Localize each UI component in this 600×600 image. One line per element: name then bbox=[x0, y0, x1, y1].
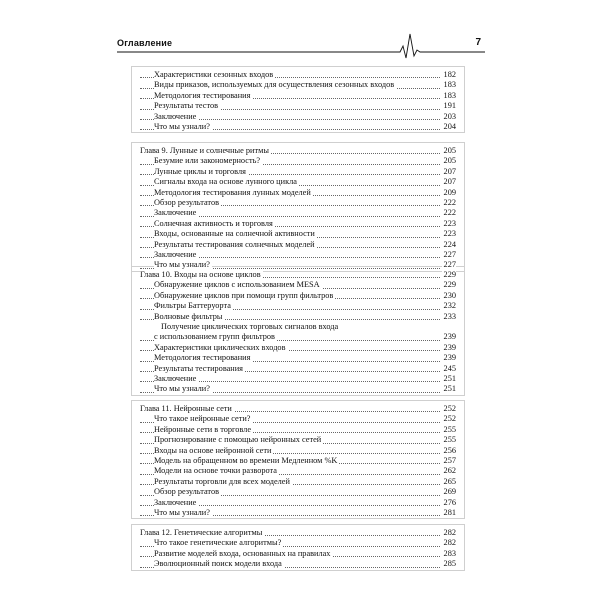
toc-entry-row[interactable] bbox=[140, 425, 456, 435]
toc-entry-row[interactable] bbox=[140, 122, 456, 132]
toc-entry-title: Характеристики сезонных входов bbox=[154, 70, 274, 79]
toc-entry-row[interactable] bbox=[140, 343, 456, 353]
toc-entry-page: 276 bbox=[443, 497, 456, 507]
toc-entry-page: 255 bbox=[443, 435, 456, 445]
toc-entry-row[interactable] bbox=[140, 446, 456, 456]
toc-entry-row[interactable] bbox=[140, 91, 456, 101]
toc-entry-title: Заключение bbox=[154, 208, 197, 218]
toc-entry-page: 205 bbox=[443, 156, 456, 166]
toc-entry-title: Глава 10. Входы на основе циклов bbox=[140, 270, 261, 279]
toc-entry-title: Результаты тестов bbox=[154, 101, 219, 111]
toc-entry-title: Результаты торговли для всех моделей bbox=[154, 476, 290, 486]
toc-entry-row[interactable] bbox=[140, 332, 456, 342]
toc-entry-title: Методология тестирования bbox=[154, 353, 251, 363]
toc-entry-title: Волновые фильтры bbox=[154, 311, 223, 321]
toc-entry-title: Методология тестирования лунных моделей bbox=[154, 187, 311, 197]
toc-entry-page: 282 bbox=[443, 538, 456, 548]
toc-entry-page: 229 bbox=[443, 270, 456, 279]
toc-chapter-row[interactable] bbox=[140, 528, 456, 538]
toc-entry-title: Заключение bbox=[154, 249, 197, 259]
toc-entry-row[interactable] bbox=[140, 219, 456, 229]
toc-entry-row[interactable] bbox=[140, 312, 456, 322]
toc-entry-title: Глава 12. Генетические алгоритмы bbox=[140, 528, 263, 537]
toc-entry-title: Заключение bbox=[154, 111, 197, 121]
toc-entry-title: Фильтры Баттеруорта bbox=[154, 301, 231, 311]
toc-entry-page: 183 bbox=[443, 80, 456, 90]
toc-entry-row[interactable] bbox=[140, 208, 456, 218]
toc-entry-page: 222 bbox=[443, 208, 456, 218]
book-page bbox=[113, 30, 485, 590]
toc-entry-row[interactable] bbox=[140, 477, 456, 487]
toc-section bbox=[131, 524, 465, 571]
running-title: Оглавление bbox=[117, 38, 173, 48]
toc-entry-title: Заключение bbox=[154, 373, 197, 383]
toc-chapter-row[interactable] bbox=[140, 404, 456, 414]
toc-chapter-row[interactable] bbox=[140, 270, 456, 280]
toc-entry-page: 222 bbox=[443, 197, 456, 207]
toc-entry-page: 203 bbox=[443, 111, 456, 121]
toc-entry-row[interactable] bbox=[140, 112, 456, 122]
toc-entry-row[interactable] bbox=[140, 538, 456, 548]
toc-entry-title: Нейронные сети в торговле bbox=[154, 424, 252, 434]
toc-entry-title: Развитие моделей входа, основанных на правилах bbox=[154, 548, 331, 558]
toc-entry-title: Входы, основанные на солнечной активности bbox=[154, 229, 315, 239]
toc-entry-page: 223 bbox=[443, 229, 456, 239]
toc-entry-title: Прогнозирование с помощью нейронных сетей bbox=[154, 435, 322, 445]
toc-entry-title: Обнаружение циклов с использованием MESA bbox=[154, 280, 320, 290]
toc-entry-row[interactable] bbox=[140, 101, 456, 111]
toc-entry-title: Виды приказов, используемых для осуществления сезонных входов bbox=[154, 80, 395, 90]
toc-entry-page: 205 bbox=[443, 146, 456, 155]
toc-entry-row[interactable] bbox=[140, 250, 456, 260]
toc-entry-title: Методология тестирования bbox=[154, 90, 251, 100]
toc-entry-page: 191 bbox=[443, 101, 456, 111]
toc-entry-row[interactable] bbox=[140, 70, 456, 80]
toc-entry-page: 239 bbox=[443, 332, 456, 342]
toc-entry-row[interactable] bbox=[140, 374, 456, 384]
toc-entry-page: 262 bbox=[443, 466, 456, 476]
toc-entry-title: Что мы узнали? bbox=[154, 260, 210, 270]
toc-entry-row[interactable] bbox=[140, 198, 456, 208]
toc-entry-title: Получение циклических торговых сигналов входа bbox=[161, 321, 339, 331]
toc-entry-page: 265 bbox=[443, 476, 456, 486]
toc-entry-page: 285 bbox=[443, 559, 456, 569]
toc-entry-title: Обзор результатов bbox=[154, 487, 220, 497]
toc-entry-row[interactable] bbox=[140, 498, 456, 508]
toc-entry-page: 255 bbox=[443, 424, 456, 434]
toc-entry-page: 252 bbox=[443, 404, 456, 413]
toc-entry-row[interactable] bbox=[140, 188, 456, 198]
toc-entry-page: 230 bbox=[443, 290, 456, 300]
toc-entry-row[interactable] bbox=[140, 456, 456, 466]
toc-entry-row[interactable] bbox=[140, 177, 456, 187]
toc-entry-page: 227 bbox=[443, 249, 456, 259]
toc-entry-title: Глава 9. Лунные и солнечные ритмы bbox=[140, 146, 269, 155]
toc-entry-page: 252 bbox=[443, 414, 456, 424]
toc-entry-row[interactable] bbox=[140, 414, 456, 424]
toc-entry-page: 183 bbox=[443, 90, 456, 100]
toc-entry-page: 233 bbox=[443, 311, 456, 321]
toc-entry-row[interactable] bbox=[140, 549, 456, 559]
toc-entry-title: Что мы узнали? bbox=[154, 507, 210, 517]
toc-entry-row[interactable] bbox=[140, 559, 456, 569]
toc-entry-title: Что такое нейронные сети? bbox=[154, 414, 251, 424]
toc-entry-page: 283 bbox=[443, 548, 456, 558]
toc-entry-title: Глава 11. Нейронные сети bbox=[140, 404, 232, 413]
toc-entry-row[interactable] bbox=[140, 301, 456, 311]
toc-entry-page: 227 bbox=[443, 260, 456, 270]
page-header bbox=[113, 30, 485, 60]
toc-section bbox=[131, 66, 465, 133]
toc-entry-row[interactable] bbox=[140, 508, 456, 518]
page-number: 7 bbox=[475, 37, 481, 48]
toc-entry-row[interactable] bbox=[140, 167, 456, 177]
toc-entry-row[interactable] bbox=[140, 156, 456, 166]
toc-entry-page: 224 bbox=[443, 239, 456, 249]
toc-entry-row[interactable] bbox=[140, 322, 456, 332]
toc-entry-title: Входы на основе нейронной сети bbox=[154, 445, 272, 455]
toc-entry-title: Модели на основе точки разворота bbox=[154, 466, 277, 476]
toc-entry-title: Модель на обращенном во времени Медленном %K bbox=[154, 455, 338, 465]
toc-entry-row[interactable] bbox=[140, 280, 456, 290]
toc-entry-title: Что такое генетические алгоритмы? bbox=[154, 538, 282, 548]
toc-entry-page: 182 bbox=[443, 70, 456, 79]
toc-entry-page: 239 bbox=[443, 353, 456, 363]
toc-entry-title: Обзор результатов bbox=[154, 197, 220, 207]
toc-entry-page: 257 bbox=[443, 455, 456, 465]
toc-entry-row[interactable] bbox=[140, 487, 456, 497]
toc-entry-page: 223 bbox=[443, 218, 456, 228]
toc-entry-page: 207 bbox=[443, 166, 456, 176]
toc-entry-row[interactable] bbox=[140, 291, 456, 301]
toc-section bbox=[131, 400, 465, 519]
toc-chapter-row[interactable] bbox=[140, 146, 456, 156]
toc-entry-page: 256 bbox=[443, 445, 456, 455]
toc-entry-title: с использованием групп фильтров bbox=[154, 332, 275, 342]
toc-entry-title: Лунные циклы и торговля bbox=[154, 166, 246, 176]
toc-entry-row[interactable] bbox=[140, 364, 456, 374]
toc-entry-row[interactable] bbox=[140, 466, 456, 476]
toc-entry-title: Заключение bbox=[154, 497, 197, 507]
toc-entry-title: Результаты тестирования солнечных моделей bbox=[154, 239, 315, 249]
toc-entry-page: 229 bbox=[443, 280, 456, 290]
toc-entry-title: Сигналы входа на основе лунного цикла bbox=[154, 177, 297, 187]
toc-entry-page: 239 bbox=[443, 342, 456, 352]
toc-entry-row[interactable] bbox=[140, 353, 456, 363]
toc-entry-page: 204 bbox=[443, 121, 456, 131]
toc-section bbox=[131, 266, 465, 396]
toc-entry-row[interactable] bbox=[140, 435, 456, 445]
toc-entry-page: 232 bbox=[443, 301, 456, 311]
toc-entry-page: 209 bbox=[443, 187, 456, 197]
toc-entry-title: Что мы узнали? bbox=[154, 121, 210, 131]
toc-entry-title: Эволюционный поиск модели входа bbox=[154, 559, 282, 569]
toc-entry-title: Результаты тестирования bbox=[154, 363, 244, 373]
toc-entry-row[interactable] bbox=[140, 240, 456, 250]
toc-entry-page: 281 bbox=[443, 507, 456, 517]
toc-entry-title: Обнаружение циклов при помощи групп фильтров bbox=[154, 290, 334, 300]
toc-entry-page: 269 bbox=[443, 487, 456, 497]
toc-entry-row[interactable] bbox=[140, 384, 456, 394]
toc-entry-page: 251 bbox=[443, 373, 456, 383]
toc-section bbox=[131, 142, 465, 272]
toc-entry-page: 282 bbox=[443, 528, 456, 537]
toc-entry-page: 245 bbox=[443, 363, 456, 373]
toc-entry-page: 251 bbox=[443, 384, 456, 394]
toc-entry-title: Солнечная активность и торговля bbox=[154, 218, 273, 228]
toc-entry-title: Характеристики циклических входов bbox=[154, 342, 286, 352]
toc-entry-title: Безумие или закономерность? bbox=[154, 156, 261, 166]
toc-entry-row[interactable] bbox=[140, 80, 456, 90]
toc-entry-page: 207 bbox=[443, 177, 456, 187]
toc-entry-title: Что мы узнали? bbox=[154, 384, 210, 394]
toc-entry-row[interactable] bbox=[140, 229, 456, 239]
